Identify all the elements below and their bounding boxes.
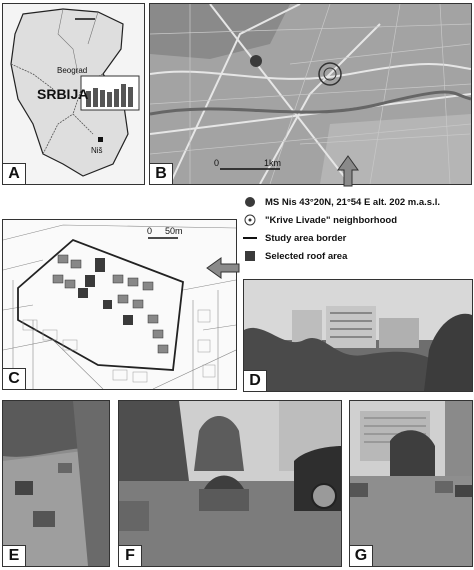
panel-d-neighborhood-photo: [243, 279, 473, 392]
panel-c-site-plan: [2, 219, 237, 390]
map-legend: [243, 192, 473, 272]
site-plan-graphic: [3, 220, 236, 389]
aerial-photo-graphic: [150, 4, 471, 184]
scale-label-50m: 50m: [165, 226, 183, 236]
filled-circle-icon: [243, 195, 257, 209]
panel-b-aerial-photo: [149, 3, 472, 185]
legend-item-border: [243, 230, 346, 246]
legend-item-roof: [243, 248, 347, 264]
legend-text-border: Study area border: [265, 232, 347, 244]
city-label-nis: Niš: [91, 146, 103, 155]
scale-label-zero: 0: [214, 158, 220, 168]
panel-label-f: F: [119, 545, 142, 566]
panel-e-flood-photo: [2, 400, 110, 567]
neighborhood-photo-graphic: [244, 280, 472, 391]
panel-label-d: D: [244, 370, 267, 391]
flood-photo-f-graphic: [119, 401, 341, 566]
flood-photo-g-graphic: [350, 401, 472, 566]
panel-label-g: G: [350, 545, 373, 566]
panel-label-c: C: [3, 368, 26, 389]
flood-photo-e-graphic: [3, 401, 109, 566]
legend-text-neighborhood: "Krive Livade" neighborhood: [265, 214, 397, 226]
filled-square-icon: [243, 249, 257, 263]
target-circle-icon: [243, 213, 257, 227]
legend-item-neighborhood: [243, 212, 397, 228]
scale-label-c-zero: 0: [147, 226, 153, 236]
scale-label-1km: 1km: [264, 158, 282, 168]
panel-label-e: E: [3, 545, 26, 566]
legend-text-roof: Selected roof area: [265, 250, 348, 262]
line-icon: [243, 231, 257, 245]
city-label-belgrade: Beograd: [57, 66, 88, 75]
panel-g-flood-photo: [349, 400, 473, 567]
panel-label-b: B: [150, 163, 173, 184]
arrow-up-icon: [336, 154, 360, 188]
panel-a-serbia-map: [2, 3, 145, 185]
panel-label-a: A: [3, 163, 26, 184]
legend-text-station: MS Nis 43°20N, 21°54 E alt. 202 m.a.s.l.: [265, 196, 440, 208]
arrow-left-icon: [205, 256, 241, 280]
map-title-serbia: SRBIJA: [37, 86, 89, 102]
legend-item-station: [243, 194, 440, 210]
panel-f-flood-photo: [118, 400, 342, 567]
